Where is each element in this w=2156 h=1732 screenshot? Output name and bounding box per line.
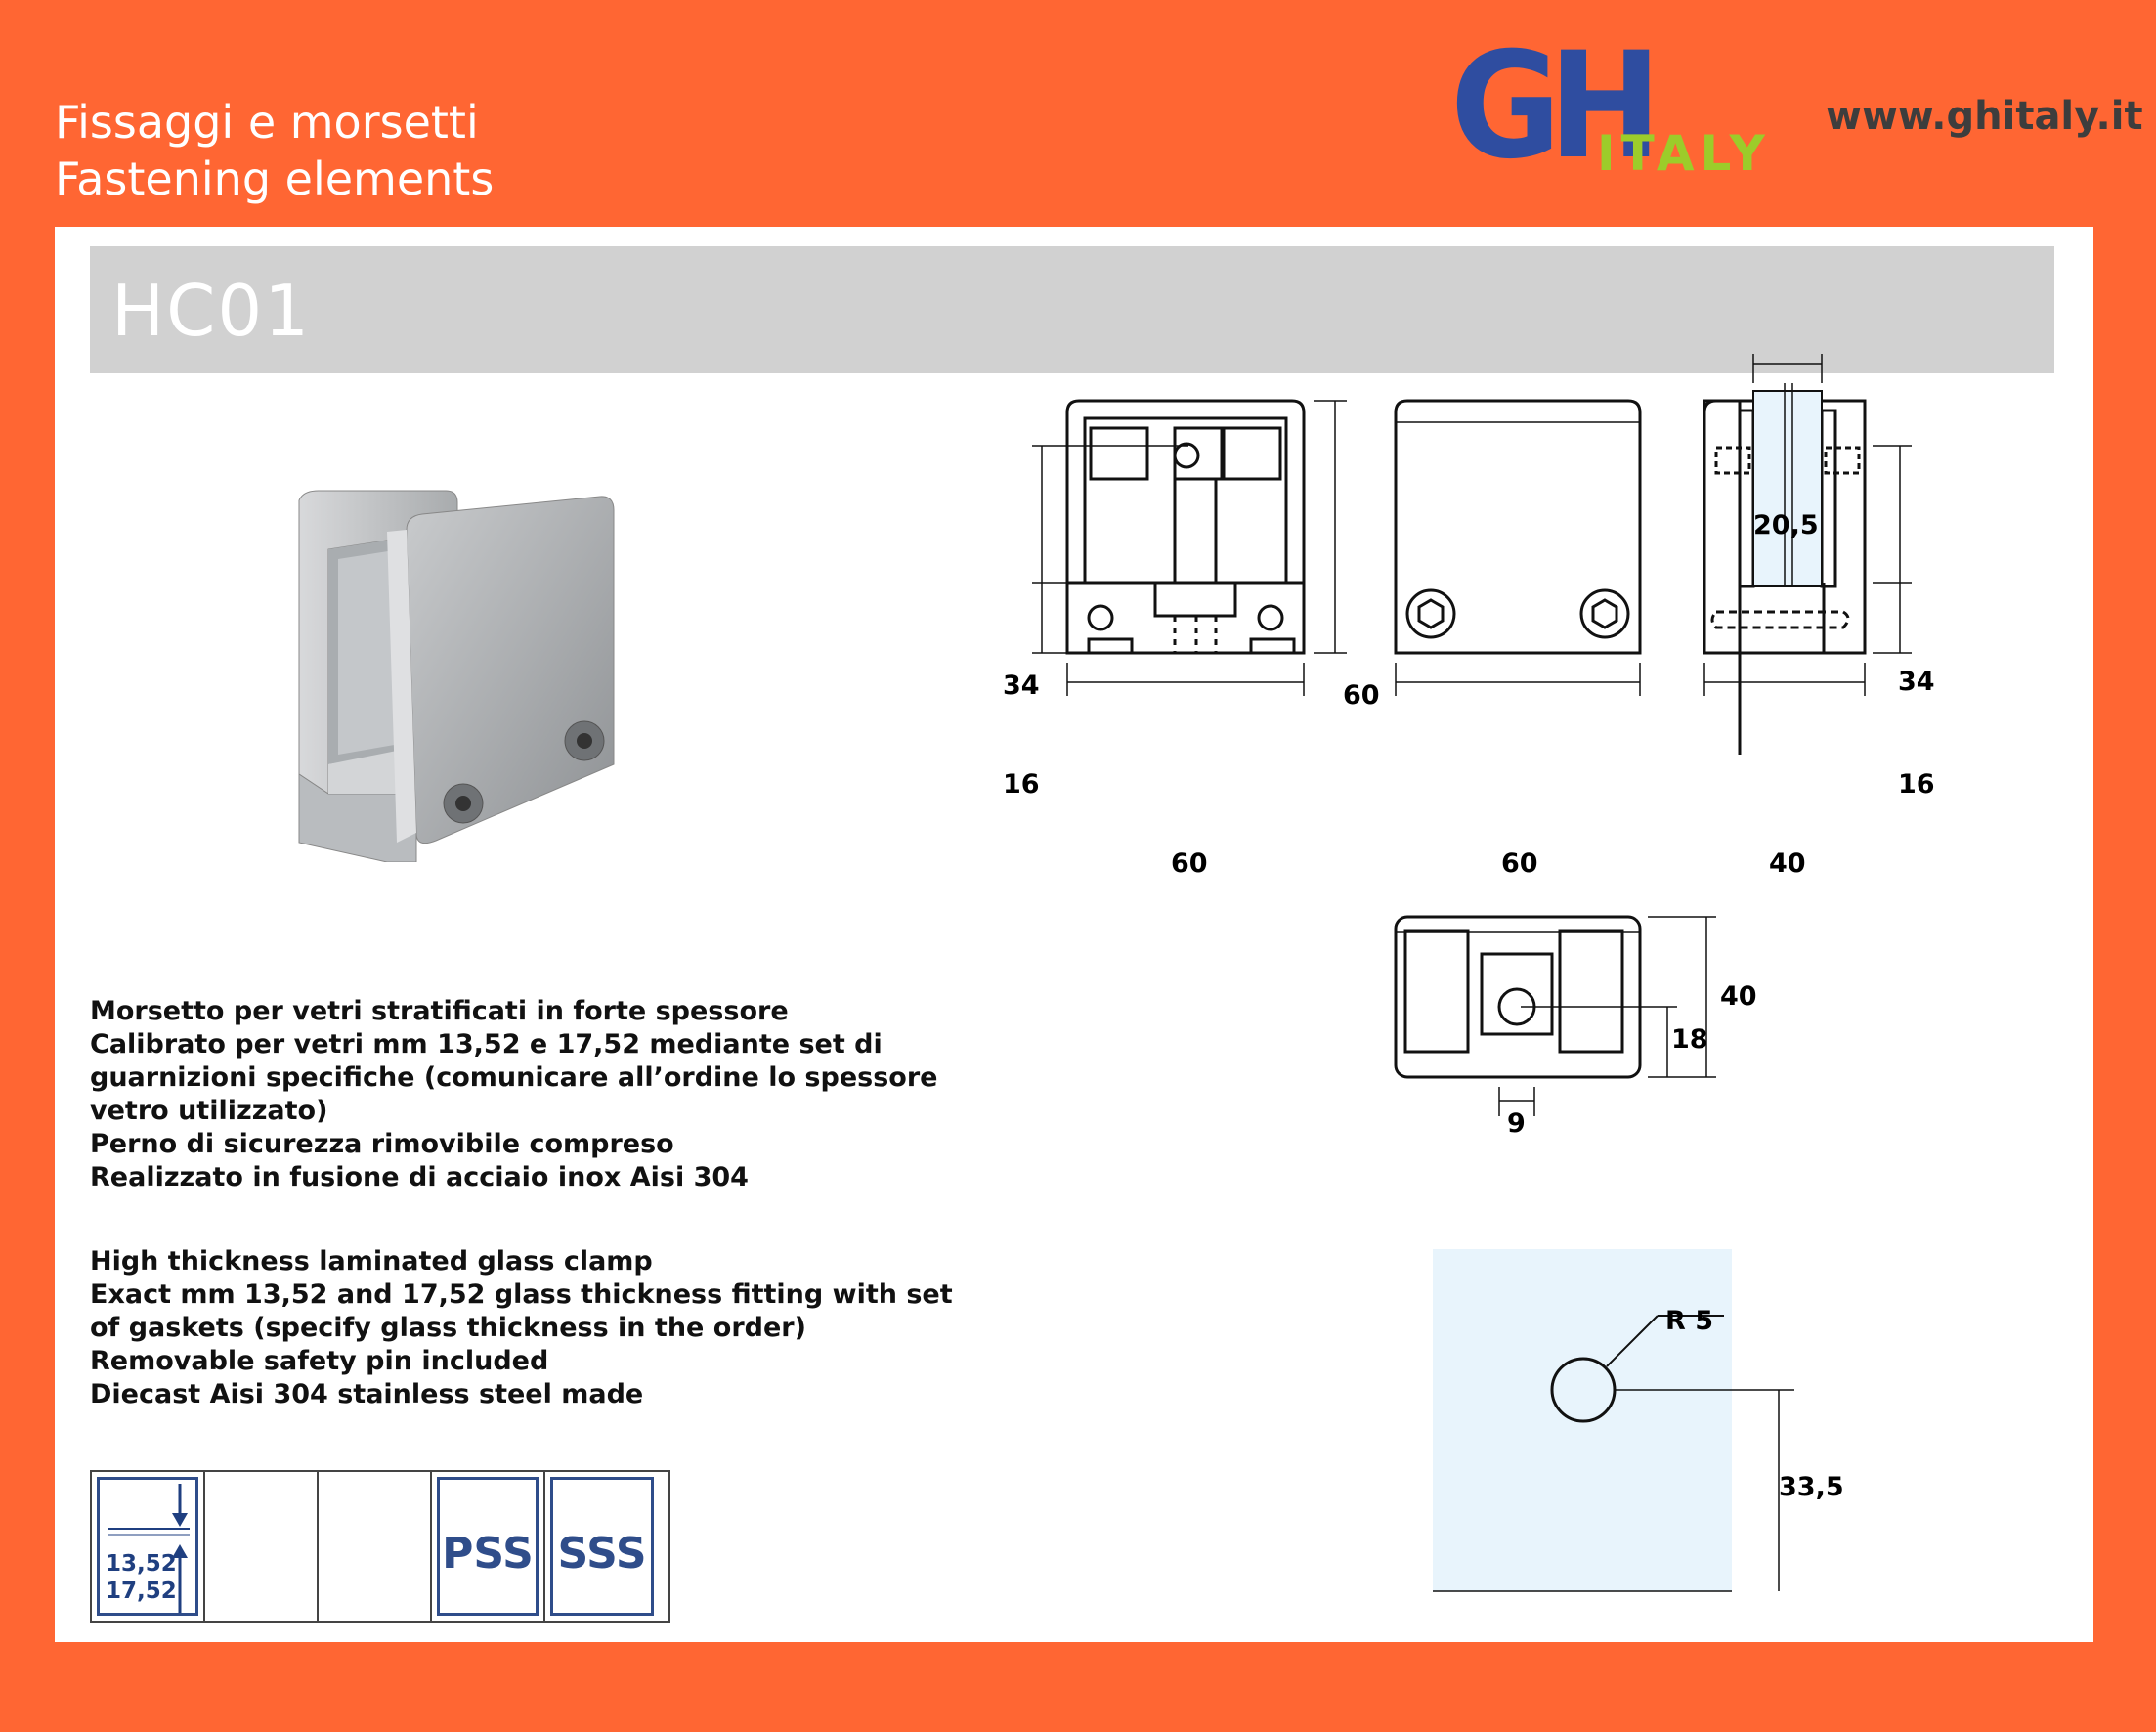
logo-italy: ITALY [1597,125,1771,182]
sss-cert-icon [545,1472,659,1621]
desc-it-line: Morsetto per vetri stratificati in forte spessore [90,996,789,1026]
dim-hole-height: 33,5 [1779,1472,1844,1502]
glass-thickness-box [97,1477,198,1616]
product-code: HC01 [111,270,312,352]
desc-it-line: vetro utilizzato) [90,1096,328,1126]
description-it [90,995,938,1194]
dim-front-lower: 16 [1003,769,1040,800]
category-it: Fissaggi e morsetti [55,96,479,149]
dim-top-hole: 18 [1671,1024,1708,1055]
dim-side-width: 40 [1769,848,1806,879]
desc-en-line: High thickness laminated glass clamp [90,1246,653,1277]
dim-top-offset: 9 [1507,1108,1526,1139]
dim-side-lower: 16 [1898,769,1935,800]
desc-en-line: Removable safety pin included [90,1346,549,1376]
category-en: Fastening elements [55,152,495,205]
sss-label: SSS [557,1529,647,1579]
pss-box [437,1477,539,1616]
dim-top-depth: 40 [1720,981,1757,1012]
website-link[interactable]: www.ghitaly.it [1826,94,2143,139]
content-panel [55,227,2093,1642]
dim-side-upper: 34 [1898,667,1935,697]
desc-en-line: of gaskets (specify glass thickness in the order) [90,1313,806,1343]
front-view [1032,401,1347,696]
glass-thickness-1: 13,52 [106,1551,177,1577]
description-en [90,1245,953,1411]
dim-front-upper: 34 [1003,671,1040,701]
empty-icon-cell [205,1472,319,1621]
desc-en-line: Diecast Aisi 304 stainless steel made [90,1379,644,1409]
back-view [1396,401,1640,696]
dim-front-height: 60 [1343,680,1380,711]
desc-en-line: Exact mm 13,52 and 17,52 glass thickness fitting with set [90,1279,953,1310]
technical-drawing [55,227,2093,1642]
empty-icon-cell [319,1472,432,1621]
pss-cert-icon [432,1472,545,1621]
glass-thickness-2: 17,52 [106,1579,177,1604]
company-logo [1450,22,1802,192]
glass-hole-view [1433,1249,1794,1591]
desc-it-line: Calibrato per vetri mm 13,52 e 17,52 mediante set di [90,1029,883,1060]
dim-side-glass: 20,5 [1753,510,1819,541]
sss-box [550,1477,654,1616]
dim-back-width: 60 [1501,848,1538,879]
side-view [1704,354,1912,755]
desc-it-line: Realizzato in fusione di acciaio inox Aisi 304 [90,1162,749,1192]
desc-it-line: Perno di sicurezza rimovibile compreso [90,1129,674,1159]
category-title [55,94,494,207]
glass-thickness-icon [92,1472,205,1621]
dim-front-width: 60 [1171,848,1208,879]
desc-it-line: guarnizioni specifiche (comunicare all’ordine lo spessore [90,1062,938,1093]
dim-hole-radius: R 5 [1665,1306,1713,1336]
feature-icons [90,1470,670,1623]
logo-gh: GH [1450,22,1650,192]
pss-label: PSS [442,1529,534,1579]
top-view [1396,917,1716,1116]
